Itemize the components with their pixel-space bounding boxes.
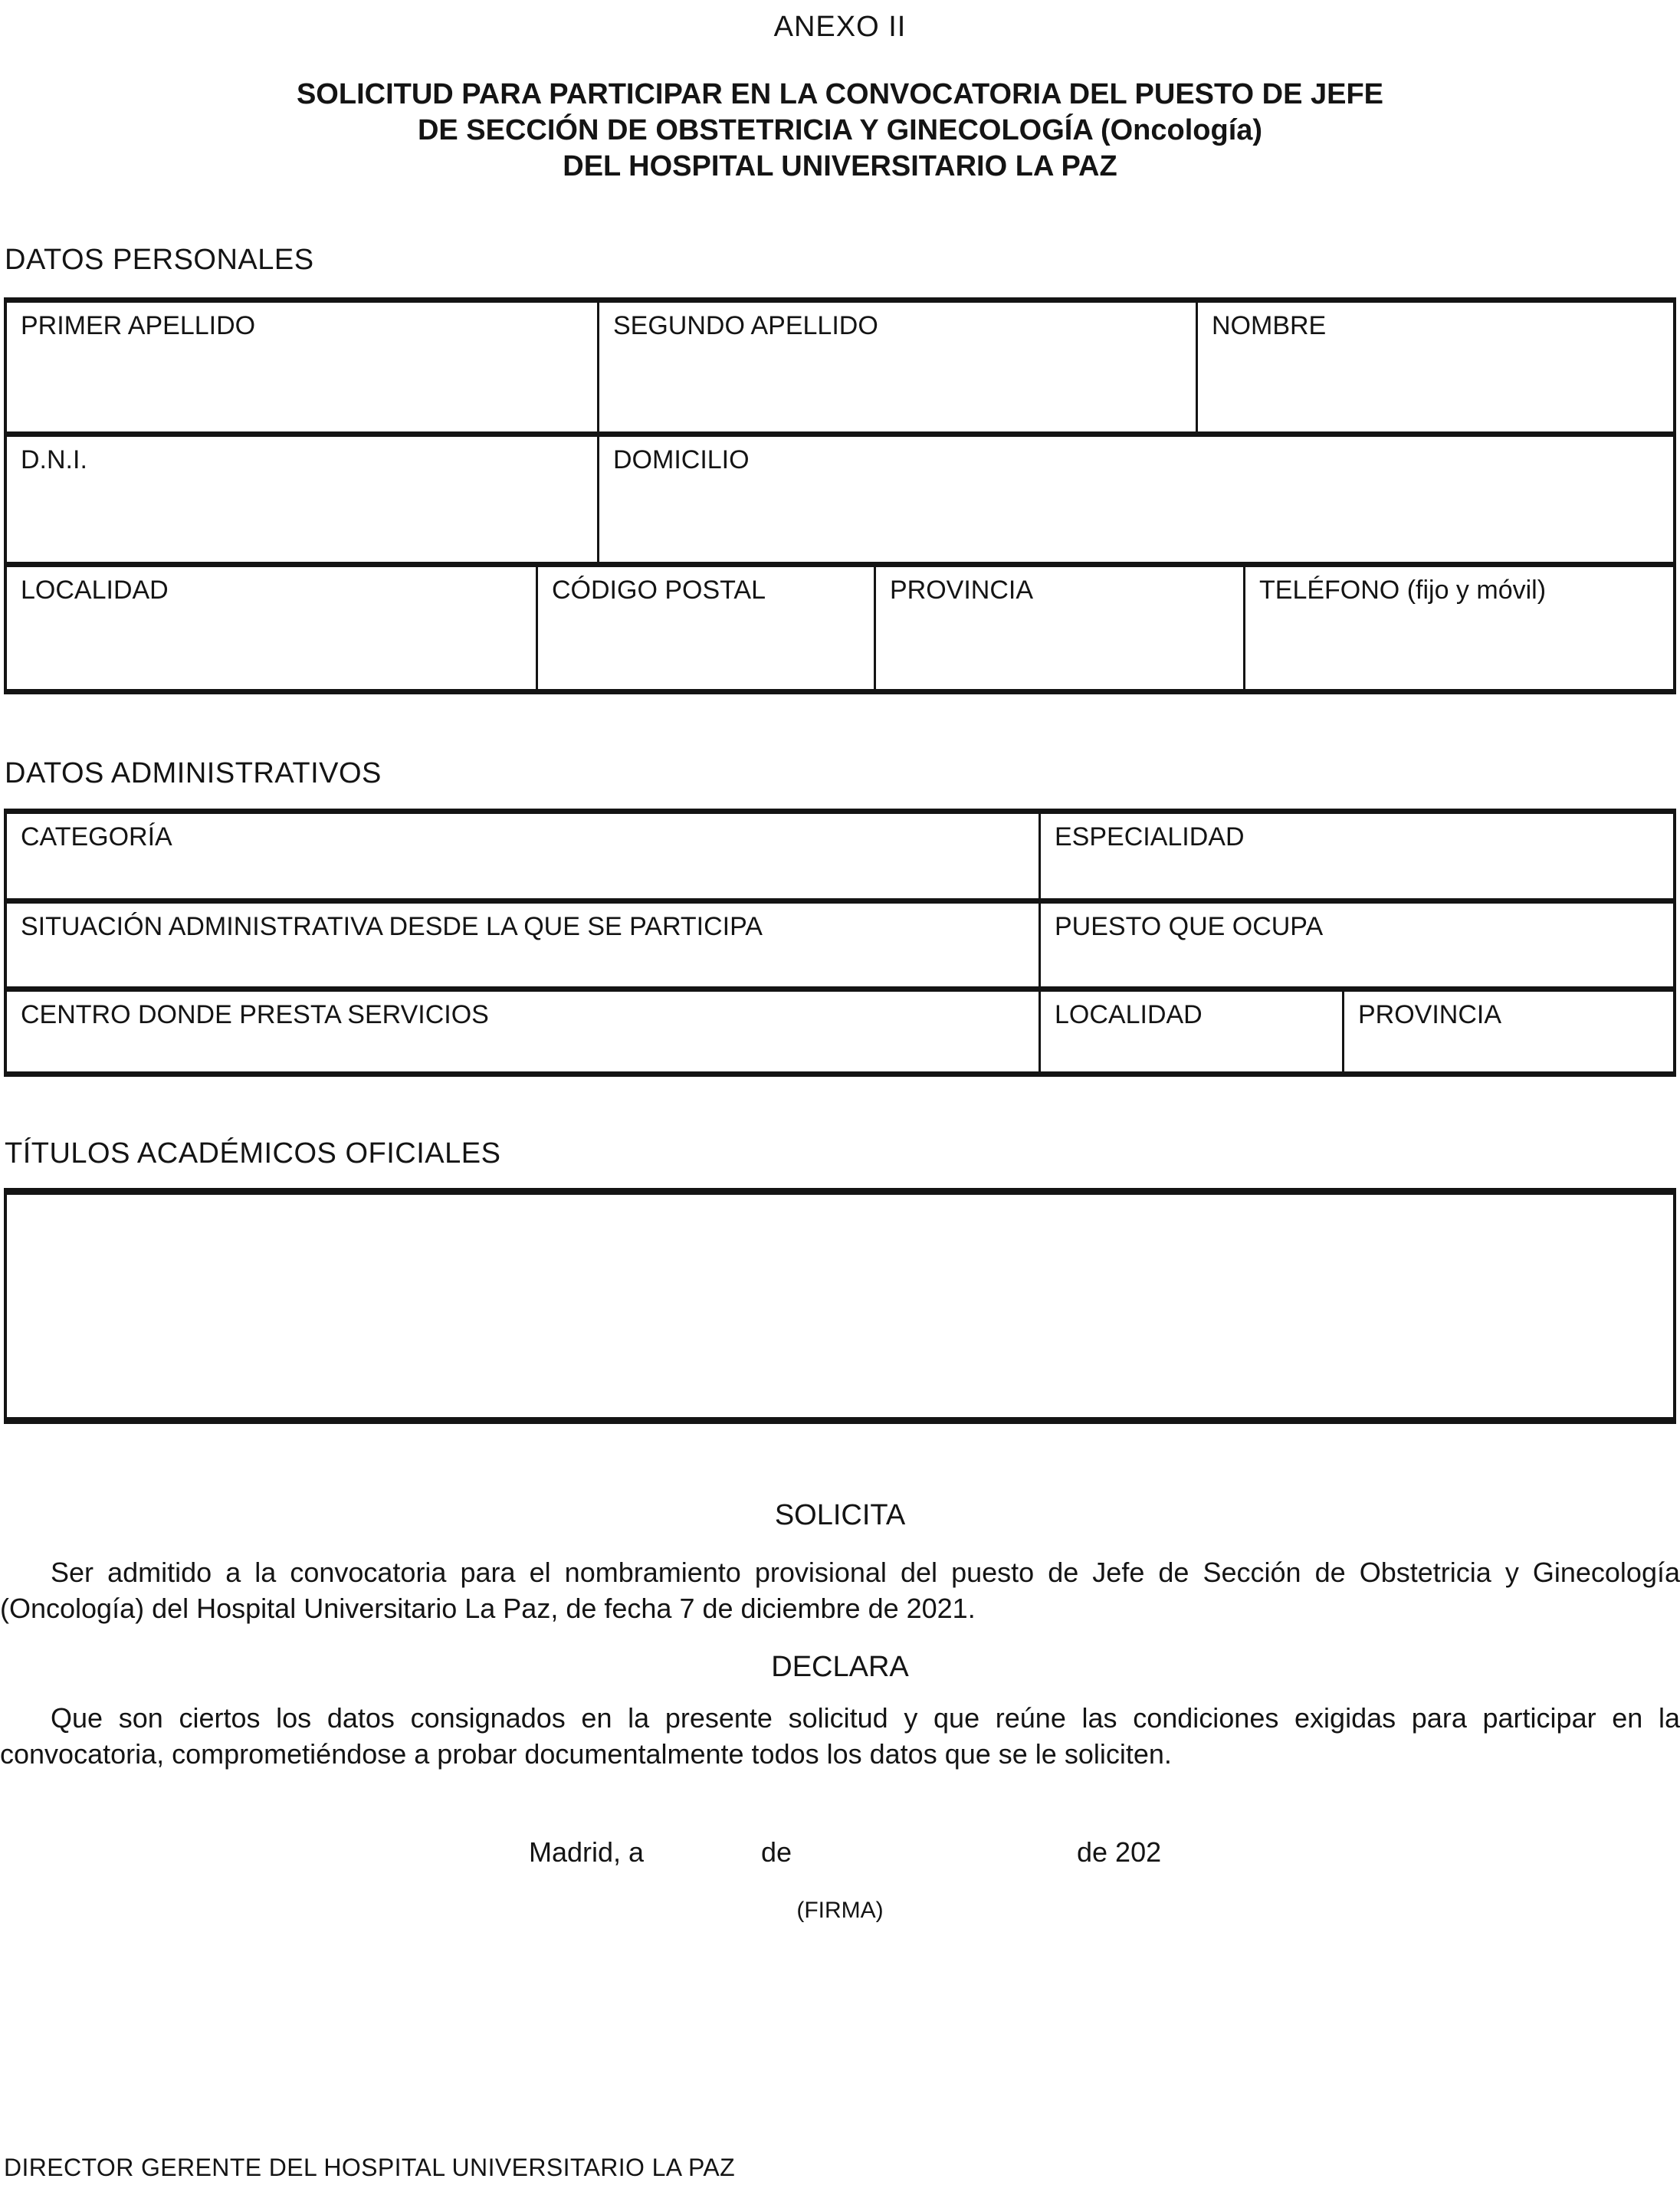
date-line-de-year: de 202: [1077, 1836, 1162, 1868]
field-provincia: PROVINCIA: [874, 567, 1243, 689]
date-line-city: Madrid, a: [529, 1836, 645, 1868]
field-domicilio: DOMICILIO: [597, 437, 1673, 562]
field-segundo-apellido: SEGUNDO APELLIDO: [597, 303, 1196, 431]
field-situacion-administrativa: SITUACIÓN ADMINISTRATIVA DESDE LA QUE SE PARTICIPA: [21, 912, 763, 941]
table-row: [4, 986, 1676, 1071]
table-row: [4, 431, 1676, 562]
field-nombre: NOMBRE: [1196, 303, 1673, 431]
solicita-line-2: (Oncología) del Hospital Universitario La Paz, de fecha 7 de diciembre de 2021.: [0, 1593, 976, 1624]
datos-administrativos-heading: DATOS ADMINISTRATIVOS: [5, 757, 382, 789]
firma-label: (FIRMA): [796, 1898, 884, 1923]
table-row: [4, 898, 1676, 986]
table-row: [4, 303, 1676, 431]
field-categoria: CATEGORÍA: [21, 822, 172, 851]
document-title: [0, 77, 1680, 185]
field-dni: D.N.I.: [21, 445, 87, 474]
anexo-label: ANEXO II: [773, 11, 907, 43]
field-telefono: TELÉFONO (fijo y móvil): [1243, 567, 1673, 689]
datos-personales-table: [4, 297, 1676, 694]
field-primer-apellido: PRIMER APELLIDO: [21, 311, 256, 340]
field-puesto-que-ocupa: PUESTO QUE OCUPA: [1039, 904, 1673, 986]
declara-line-2: convocatoria, comprometiéndose a probar documentalmente todos los datos que se le soliciten.: [0, 1738, 1172, 1770]
declara-line-1: Que son ciertos los datos consignados en la presente solicitud y que reúne las condiciones exigidas para participar en la: [51, 1702, 1680, 1734]
date-line-de-month: de: [761, 1836, 792, 1868]
field-codigo-postal: CÓDIGO POSTAL: [536, 567, 874, 689]
solicita-line-1: Ser admitido a la convocatoria para el nombramiento provisional del puesto de Jefe de Sección de Obstetricia y Ginecología: [51, 1557, 1680, 1588]
table-row: [4, 814, 1676, 898]
field-centro-servicios: CENTRO DONDE PRESTA SERVICIOS: [21, 1000, 489, 1029]
field-provincia-admin: PROVINCIA: [1342, 992, 1673, 1071]
document-title-line-1: SOLICITUD PARA PARTICIPAR EN LA CONVOCATORIA DEL PUESTO DE JEFE: [296, 78, 1384, 110]
solicita-paragraph: [0, 1554, 1680, 1626]
declara-heading: DECLARA: [771, 1651, 909, 1683]
field-localidad-admin: LOCALIDAD: [1039, 992, 1342, 1071]
datos-personales-heading: DATOS PERSONALES: [5, 244, 314, 276]
document-title-line-2: DE SECCIÓN DE OBSTETRICIA Y GINECOLOGÍA (Oncología): [417, 114, 1263, 146]
director-gerente-line: DIRECTOR GERENTE DEL HOSPITAL UNIVERSITARIO LA PAZ: [4, 2154, 736, 2181]
declara-paragraph: [0, 1700, 1680, 1772]
titulos-academicos-heading: TÍTULOS ACADÉMICOS OFICIALES: [5, 1137, 501, 1170]
field-especialidad: ESPECIALIDAD: [1039, 814, 1673, 898]
date-line: [0, 1836, 1680, 1872]
datos-administrativos-table: [4, 809, 1676, 1077]
table-row: [4, 562, 1676, 689]
document-title-line-3: DEL HOSPITAL UNIVERSITARIO LA PAZ: [563, 150, 1117, 182]
solicita-heading: SOLICITA: [774, 1499, 906, 1531]
field-localidad: LOCALIDAD: [21, 576, 169, 605]
titulos-academicos-box: [4, 1188, 1676, 1424]
